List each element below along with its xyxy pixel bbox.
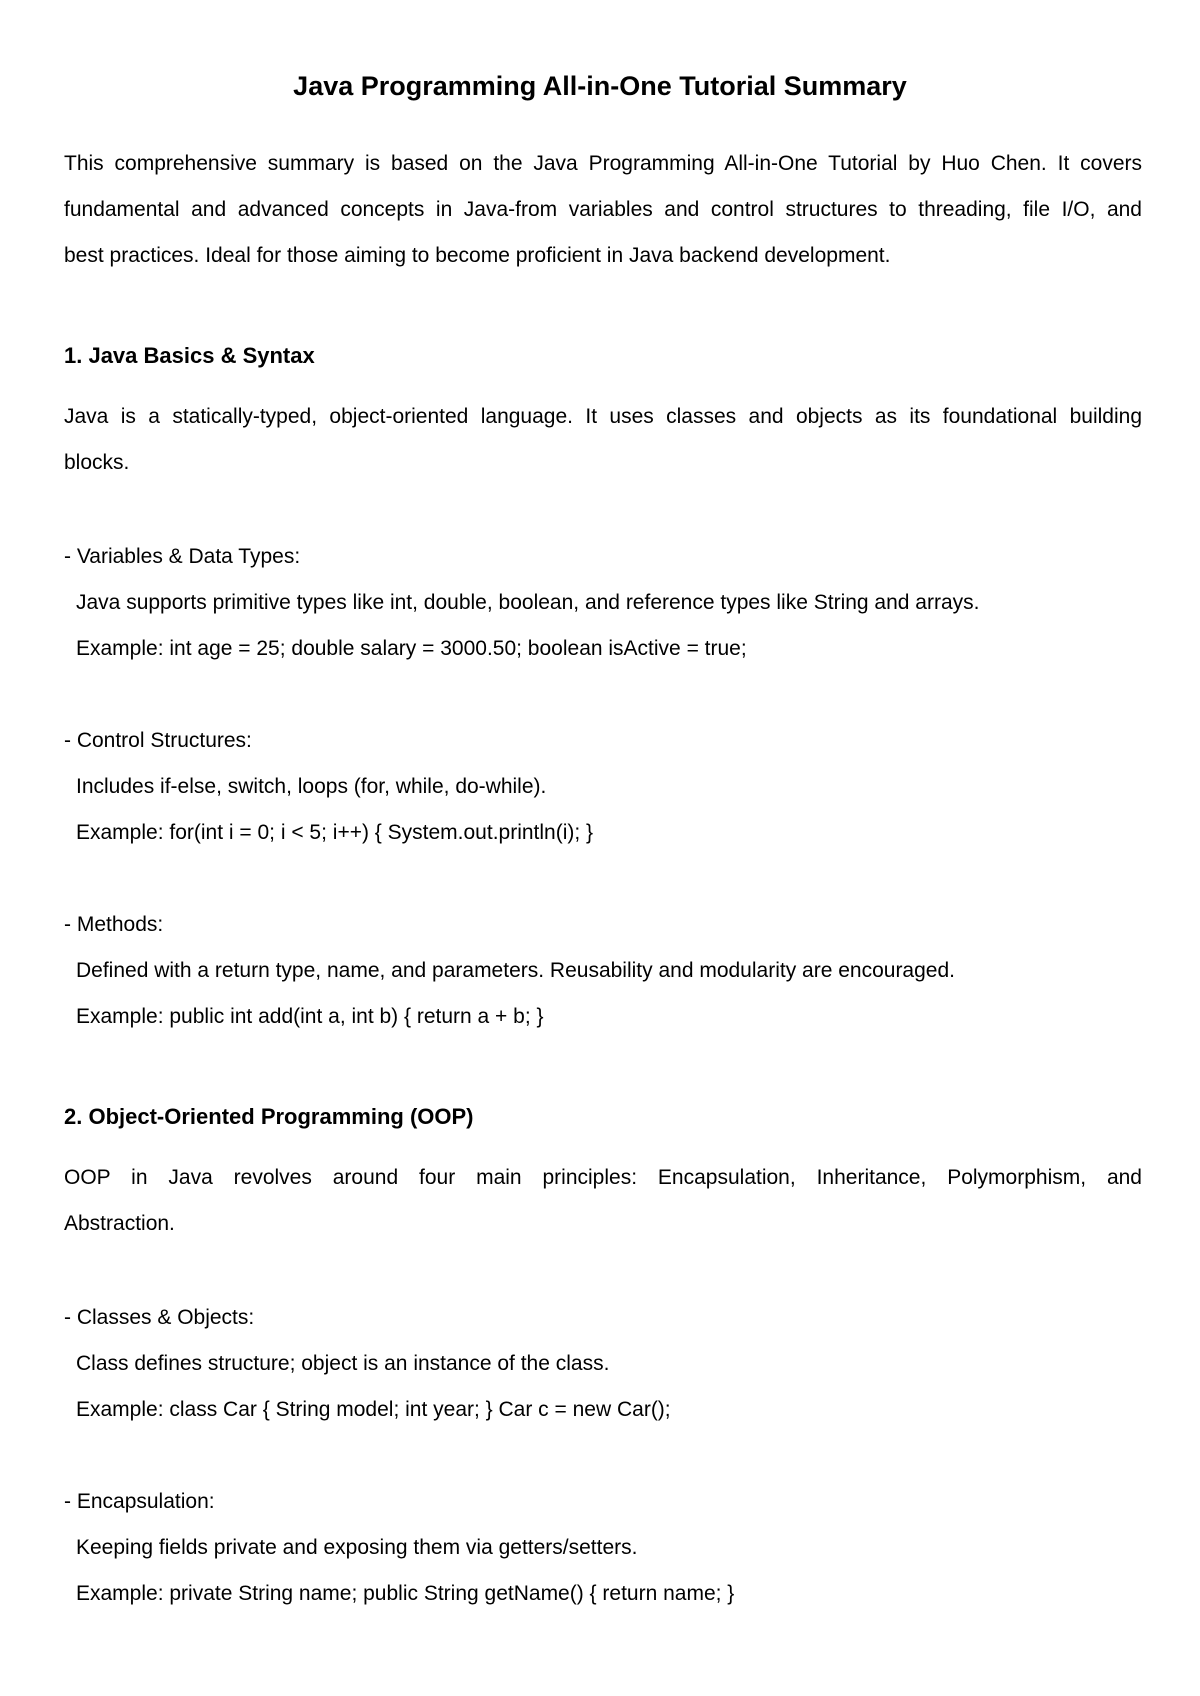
section-1-intro-line-2: blocks. [64, 451, 130, 474]
section-2-intro-line-2: Abstraction. [64, 1212, 175, 1235]
section-1-item-2-example: Example: for(int i = 0; i < 5; i++) { System.out.println(i); } [76, 821, 594, 844]
intro-line-2: fundamental and advanced concepts in Java-from variables and control structures to threading, file I/O, and [64, 198, 1142, 221]
section-2-heading: 2. Object-Oriented Programming (OOP) [64, 1104, 474, 1129]
section-1-intro-line-1: Java is a statically-typed, object-oriented language. It uses classes and objects as its foundational building [64, 405, 1142, 428]
section-2-item-1-description: Class defines structure; object is an instance of the class. [76, 1352, 610, 1375]
section-2-item-2-example: Example: private String name; public String getName() { return name; } [76, 1582, 735, 1605]
section-1-item-2-label: - Control Structures: [64, 729, 252, 752]
section-1-heading: 1. Java Basics & Syntax [64, 343, 315, 368]
section-2-intro-line-1: OOP in Java revolves around four main principles: Encapsulation, Inheritance, Polymorphism, and [64, 1166, 1142, 1189]
section-1-item-2-description: Includes if-else, switch, loops (for, while, do-while). [76, 775, 547, 798]
document-title: Java Programming All-in-One Tutorial Summary [293, 71, 907, 101]
section-1-item-1-description: Java supports primitive types like int, double, boolean, and reference types like String and arrays. [76, 591, 980, 614]
intro-line-3: best practices. Ideal for those aiming to become proficient in Java backend development. [64, 244, 891, 267]
section-2-item-1-label: - Classes & Objects: [64, 1306, 255, 1329]
section-2-item-1-example: Example: class Car { String model; int year; } Car c = new Car(); [76, 1398, 671, 1421]
section-1-item-3-example: Example: public int add(int a, int b) { return a + b; } [76, 1005, 544, 1028]
section-2-item-2-description: Keeping fields private and exposing them via getters/setters. [76, 1536, 638, 1559]
section-1-item-1-example: Example: int age = 25; double salary = 3000.50; boolean isActive = true; [76, 637, 747, 660]
section-1-item-3-description: Defined with a return type, name, and parameters. Reusability and modularity are encouraged. [76, 959, 955, 982]
section-1-item-1-label: - Variables & Data Types: [64, 545, 301, 568]
section-2-item-2-label: - Encapsulation: [64, 1490, 215, 1513]
section-1-item-3-label: - Methods: [64, 913, 164, 936]
intro-line-1: This comprehensive summary is based on the Java Programming All-in-One Tutorial by Huo Chen. It covers [64, 152, 1142, 175]
